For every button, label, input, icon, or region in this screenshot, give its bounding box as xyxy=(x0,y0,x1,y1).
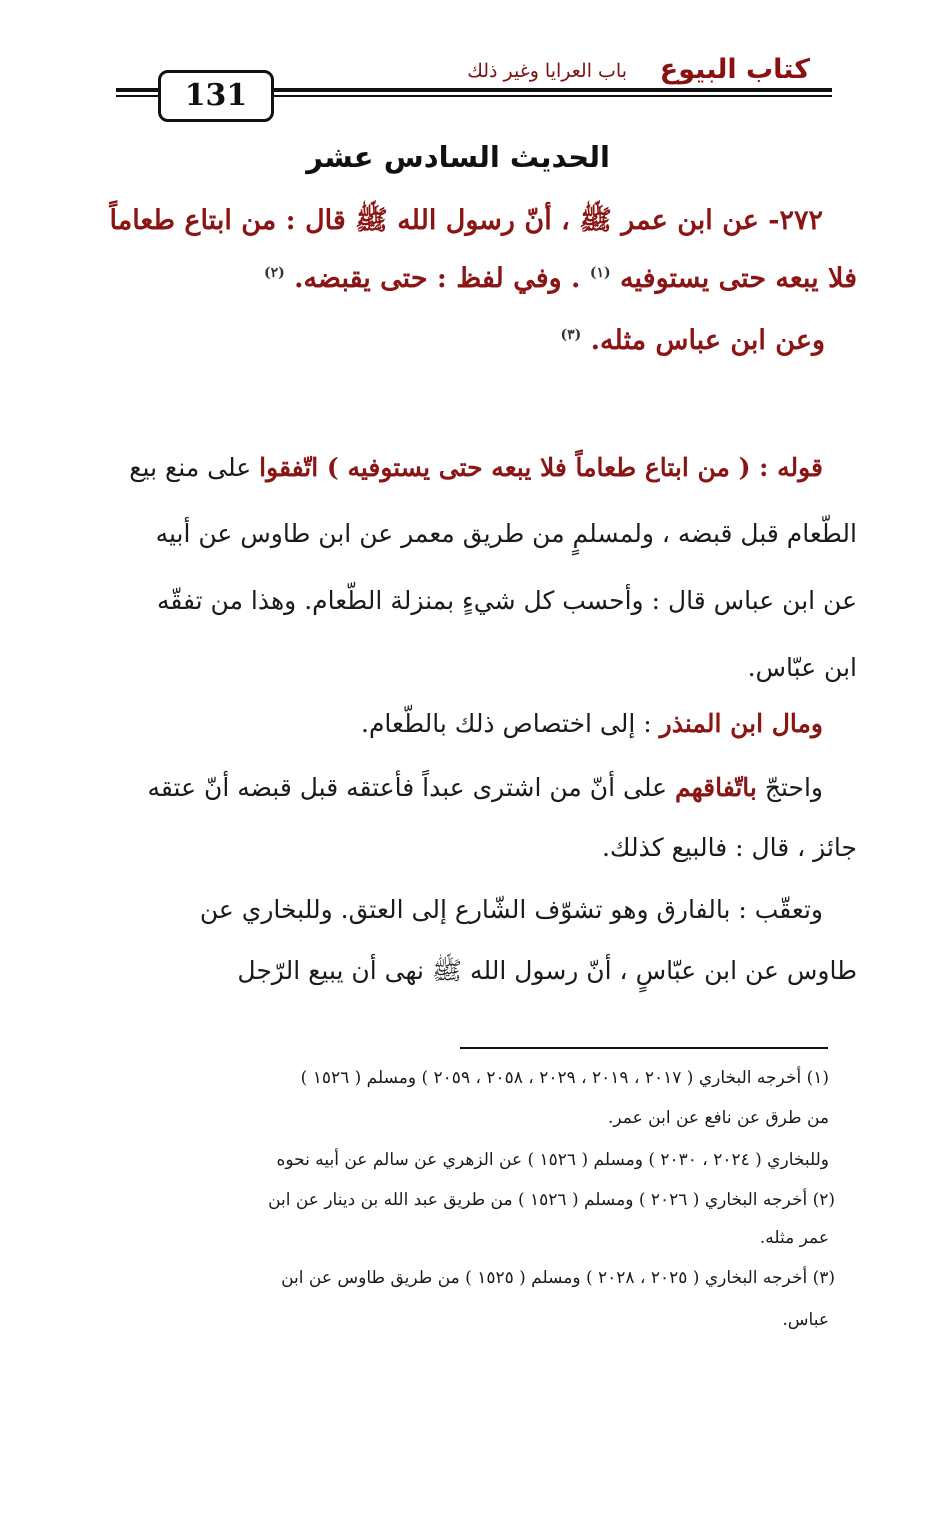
commentary-line-9: طاوس عن ابن عبّاسٍ ، أنّ رسول الله ﷺ نهى أن يبيع الرّجل xyxy=(237,956,857,985)
commentary-line-7: جائز ، قال : فالبيع كذلك. xyxy=(601,833,857,862)
commentary-line-8: وتعقّب : بالفارق وهو تشوّف الشّارع إلى العتق. وللبخاري عن xyxy=(199,895,823,924)
commentary-keyword: باتّفاقهم xyxy=(674,773,757,802)
page-number: 131 xyxy=(158,70,274,122)
commentary-quote: قوله : ( من ابتاع طعاماً فلا يبعه حتى يستوفيه ) اتّفقوا xyxy=(259,453,823,482)
commentary-line-6-rest: على أنّ من اشترى عبداً فأعتقه قبل قبضه أنّ عتقه xyxy=(147,773,675,802)
hadith-line-3 xyxy=(560,325,825,356)
commentary-line-4: ابن عبّاس. xyxy=(747,653,857,682)
hadith-line-2 xyxy=(264,263,857,294)
footnote-1-cont: من طرق عن نافع عن ابن عمر. xyxy=(608,1108,829,1128)
section-heading: الحديث السادس عشر xyxy=(306,140,610,174)
footnote-ref-1: (١) xyxy=(589,265,611,281)
footnote-2: (٢) أخرجه البخاري ( ٢٠٢٦ ) ومسلم ( ١٥٢٦ ) من طريق عبد الله بن دينار عن ابن xyxy=(268,1190,835,1210)
ibn-almundhir-name: ومال ابن المنذر xyxy=(659,709,823,738)
book-title: كتاب البيوع xyxy=(659,54,810,85)
footnote-3-cont: عباس. xyxy=(782,1310,829,1330)
hadith-line-3-text: وعن ابن عباس مثله. xyxy=(590,325,825,356)
footnote-separator xyxy=(460,1047,828,1049)
footnote-1-cont-2: وللبخاري ( ٢٠٢٤ ، ٢٠٣٠ ) ومسلم ( ١٥٢٦ ) عن الزهري عن سالم عن أبيه نحوه xyxy=(276,1150,829,1170)
footnote-2-cont: عمر مثله. xyxy=(759,1228,829,1248)
commentary-line-6 xyxy=(148,773,824,802)
commentary-line-5-rest: : إلى اختصاص ذلك بالطّعام. xyxy=(361,709,660,738)
footnote-3: (٣) أخرجه البخاري ( ٢٠٢٥ ، ٢٠٢٨ ) ومسلم ( ١٥٢٥ ) من طريق طاوس عن ابن xyxy=(281,1268,835,1288)
footnote-ref-2: (٢) xyxy=(263,265,285,281)
commentary-line-3: عن ابن عباس قال : وأحسب كل شيءٍ بمنزلة الطّعام. وهذا من تفقّه xyxy=(156,586,857,615)
commentary-line-1 xyxy=(129,453,823,482)
footnote-ref-3: (٣) xyxy=(560,327,582,343)
hadith-line-1: ٢٧٢- عن ابن عمر ﷺ ، أنّ رسول الله ﷺ قال : من ابتاع طعاماً xyxy=(109,205,823,236)
footnote-1: (١) أخرجه البخاري ( ٢٠١٧ ، ٢٠١٩ ، ٢٠٢٩ ، ٢٠٥٨ ، ٢٠٥٩ ) ومسلم ( ١٥٢٦ ) xyxy=(300,1068,829,1088)
commentary-line-2: الطّعام قبل قبضه ، ولمسلمٍ من طريق معمر عن ابن طاوس عن أبيه xyxy=(155,519,857,548)
commentary-line-5 xyxy=(361,709,823,738)
commentary-line-6-a: واحتجّ xyxy=(756,773,823,802)
commentary-line-1-rest: على منع بيع xyxy=(129,453,260,482)
hadith-line-2-text-b: . وفي لفظ : حتى يقبضه. xyxy=(294,263,581,294)
chapter-title: باب العرايا وغير ذلك xyxy=(467,60,627,82)
hadith-line-2-text: فلا يبعه حتى يستوفيه xyxy=(620,263,857,294)
